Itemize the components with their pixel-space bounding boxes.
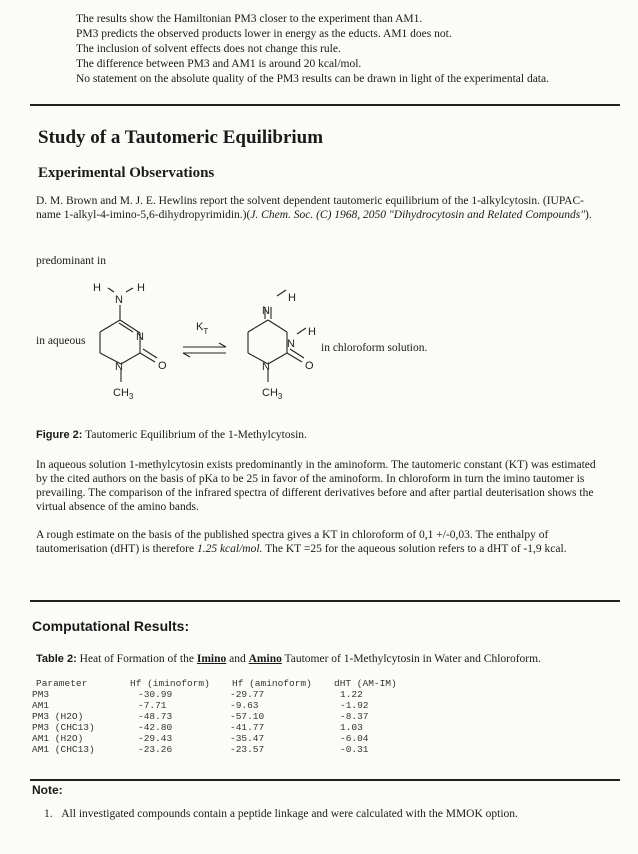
table-cell: AM1 (CHC13) (32, 744, 95, 755)
table-row (30, 745, 410, 756)
table-cell: -1.92 (340, 700, 369, 711)
atom-label: N (136, 331, 144, 343)
reference-paragraph (36, 194, 604, 222)
table-cell: -9.63 (230, 700, 259, 711)
reference-text: D. M. Brown and M. J. E. Hewlins report the solvent dependent tautomeric equilibrium of the 1-alkylcytosin. (36, 195, 540, 207)
table-cell: -23.57 (230, 744, 265, 755)
table-cell: PM3 (H2O) (32, 711, 84, 722)
reference-citation: J. Chem. Soc. (C) 1968, 2050 "Dihydrocytosin and (250, 209, 485, 221)
intro-bullets (76, 12, 549, 87)
atom-label: H (288, 292, 296, 304)
atom-label: N (115, 361, 123, 373)
table-cell: -29.43 (138, 733, 173, 744)
table-cell: -57.10 (230, 711, 265, 722)
atom-label: H (137, 282, 145, 294)
table-cell: -0.31 (340, 744, 369, 755)
computational-title: Computational Results: (32, 618, 190, 634)
table-cell: -48.73 (138, 711, 173, 722)
bullet-line: PM3 predicts the observed products lower in energy as the educts. AM1 does not. (76, 28, 452, 40)
table-cell: -41.77 (230, 722, 265, 733)
atom-label: O (305, 360, 314, 372)
bullet-line: The results show the Hamiltonian PM3 closer to the experiment than AM1. (76, 13, 423, 25)
divider (30, 779, 620, 781)
note-item: 1. All investigated compounds contain a peptide linkage and were calculated with the MMOK option. (44, 808, 518, 820)
table-cell: -23.26 (138, 744, 173, 755)
bullet-line: The difference between PM3 and AM1 is around 20 kcal/mol. (76, 58, 362, 70)
table-cell: AM1 (H2O) (32, 733, 84, 744)
figure-caption-text: Tautomeric Equilibrium of the 1-Methylcytosin. (85, 429, 307, 441)
bullet-line: The inclusion of solvent effects does not change this rule. (76, 43, 341, 55)
table-cell: PM3 (CHC13) (32, 722, 95, 733)
table-cell: -29.77 (230, 689, 265, 700)
table-cell: 1.22 (340, 689, 363, 700)
atom-label: H (93, 282, 101, 294)
atom-label: N (115, 294, 123, 306)
atom-label: O (158, 360, 167, 372)
reference-citation-2: Related Compounds" (487, 209, 586, 221)
table-cell: -30.99 (138, 689, 173, 700)
chloroform-label: in chloroform solution. (321, 342, 428, 354)
table-cell: -8.37 (340, 711, 369, 722)
kt-label: $K_T$ (196, 321, 209, 336)
table-header: Parameter Hf (iminoform) Hf (aminoform) dHT (AM-IM) (36, 678, 397, 689)
atom-label: N (287, 338, 295, 350)
table-cell: -7.71 (138, 700, 167, 711)
atom-label: N (262, 305, 270, 317)
table-cell: -6.04 (340, 733, 369, 744)
bullet-line: No statement on the absolute quality of the PM3 results can be drawn in light of the experimental data. (76, 73, 549, 85)
results-table (30, 679, 410, 756)
atom-label: N (262, 361, 270, 373)
note-title: Note: (32, 783, 63, 797)
atom-label: H (308, 326, 316, 338)
predominant-label: predominant in (36, 255, 106, 267)
para-estimate: A rough estimate on the basis of the published spectra gives a KT in chloroform of 0,1 +/-0,03. The enthalpy of tautomerisation (dHT) is therefore 1.25 kcal/mol. The KT =25 for the aqueous solution refers to a dHT of -1,9 kcal. (36, 529, 567, 555)
methyl-label: $CH_3$ (262, 387, 283, 401)
para-aminoform: In aqueous solution 1-methylcytosin exists predominantly in the aminoform. The tautomeric constant (KT) was estimated by the cited authors on the basis of pKa to be 25 in favor of the aminoform. In chloroform in turn the imino tautomer is prevailing. The comparison of the infrared spectra of different derivatives before and after partial deuterisation shows the virtual absence of the amino bands. (36, 459, 596, 513)
table-caption: Table 2: Heat of Formation of the Imino and Amino Tautomer of 1-Methylcytosin in Water and Chloroform. (36, 653, 541, 665)
methyl-label: $CH_3$ (113, 387, 134, 401)
aqueous-label: in aqueous (36, 335, 86, 347)
divider (30, 600, 620, 602)
table-cell: -42.80 (138, 722, 173, 733)
section-title: Study of a Tautomeric Equilibrium (38, 127, 324, 148)
figure-label: Figure 2: (36, 429, 83, 441)
section-subtitle: Experimental Observations (38, 165, 215, 181)
reference-iupac: (IUPAC-name 1-alkyl-4-imino-5,6-dihydropyrimidin.)( (36, 195, 584, 221)
divider (30, 104, 620, 106)
table-cell: 1.03 (340, 722, 363, 733)
figure-caption (36, 429, 307, 441)
reference-end: ). (585, 209, 592, 221)
table-cell: AM1 (32, 700, 50, 711)
tautomer-scheme (0, 270, 638, 420)
table-cell: -35.47 (230, 733, 265, 744)
table-cell: PM3 (32, 689, 50, 700)
